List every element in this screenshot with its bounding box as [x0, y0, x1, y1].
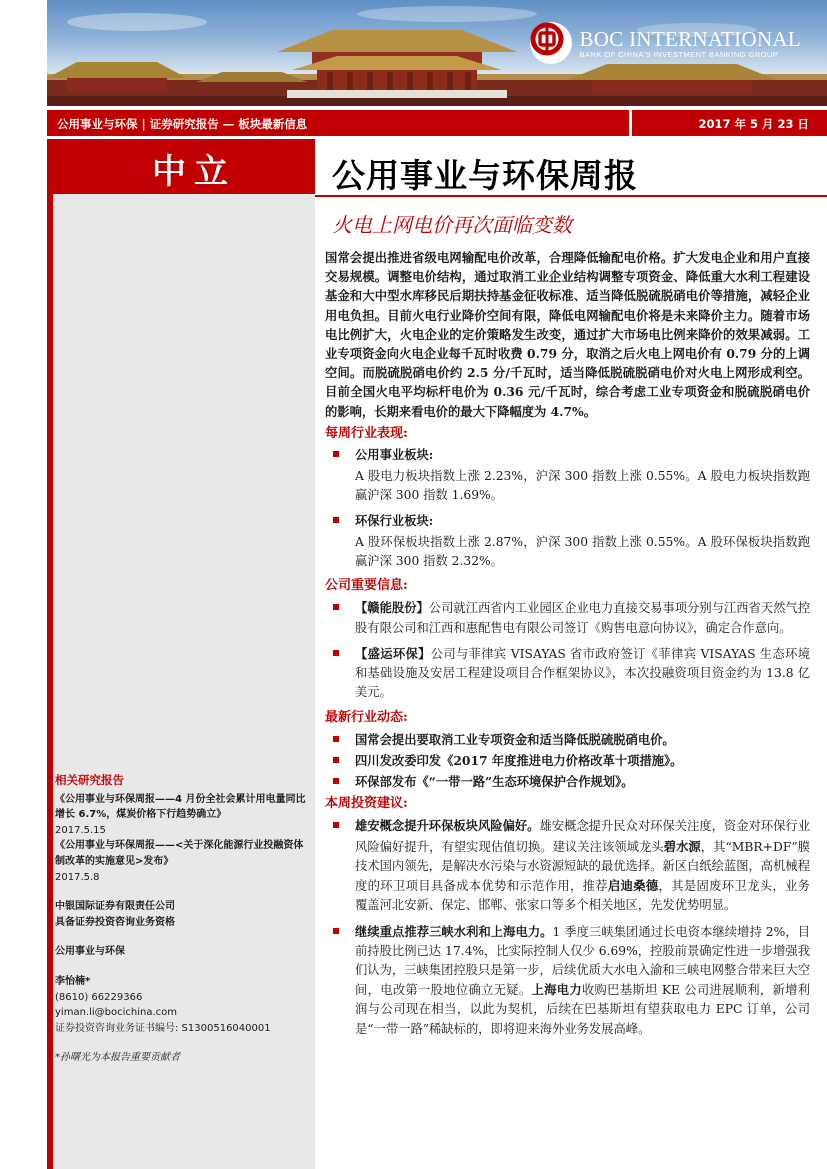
report-info-bar — [47, 110, 827, 136]
bullet-square-icon — [333, 736, 339, 742]
news-heading: 最新行业动态: — [325, 710, 408, 726]
sector-performance: A 股环保板块指数上涨 2.87%，沪深 300 指数上涨 0.55%。A 股环保板块指数跑赢沪深 300 指数 2.32%。 — [355, 534, 810, 569]
sector-label: 环保行业板块: — [355, 512, 434, 528]
bullet-square-icon — [333, 928, 339, 934]
list-item — [325, 751, 810, 770]
invest-text: 雄安概念提升民众对环保关注度，资金对环保行业风险偏好提升，有望实现估值切换。建议关注该领域龙头 — [355, 819, 811, 854]
invest-lead: 继续重点推荐三峡水利和上海电力。 — [355, 923, 553, 939]
logo-wordmark: BOC INTERNATIONAL — [579, 26, 801, 51]
news-item: 国常会提出要取消工业专项资金和适当降低脱硫脱硝电价。 — [355, 731, 675, 747]
main-content — [325, 248, 810, 1045]
list-item — [325, 922, 810, 1039]
bullet-square-icon — [333, 517, 339, 523]
related-report-date: 2017.5.15 — [55, 824, 106, 836]
related-report-link[interactable]: 《公用事业与环保周报——<关于深化能源行业投融资体制改革的实施意见>发布》 — [55, 840, 304, 867]
invest-text: 1 季度三峡集团通过长电资本继续增持 2%，目前持股比例已达 17.4%，比实际控制人仅少 6.69%，控股前景确定性进一步增强我们认为，三峡集团控股只是第一步，后续优质大水电入渝和三峡电网整合带来巨大空间，电改第一股地位确立无疑。 — [355, 924, 810, 998]
invest-text: 收购巴基斯坦 KE 公司进展顺利，新增利润与公司现在相当，以此为契机，后续在巴基斯坦有望获取电力 EPC 订单，公司是“一带一路”稀缺标的，即将迎来海外业务发展高峰。 — [355, 983, 810, 1036]
invest-text: ，其是固废环卫龙头，业务覆盖河北安新、保定、邯郸、张家口等多个相关地区，先发优势明显。 — [355, 879, 810, 913]
company-name: 【盛运环保】 — [355, 645, 431, 661]
report-date: 2017 年 5 月 23 日 — [698, 117, 809, 131]
bullet-square-icon — [333, 604, 339, 610]
analyst-email[interactable]: yiman.li@bocichina.com — [55, 1007, 177, 1019]
weekly-heading: 每周行业表现: — [325, 425, 408, 441]
boc-logo — [530, 22, 802, 64]
page-subtitle: 火电上网电价再次面临变数 — [332, 213, 572, 237]
left-red-rule — [47, 139, 53, 1169]
company-heading: 公司重要信息: — [325, 578, 408, 594]
list-item — [325, 511, 810, 530]
bar-divider — [629, 110, 632, 136]
summary-paragraph: 国常会提出推进省级电网输配电价改革，合理降低输配电价格。扩大发电企业和用户直接交易规模。调整电价结构，通过取消工业企业结构调整专项资金、降低重大水利工程建设基金和大中型水库移民后期扶持基金征收标准、适当降低脱硫脱硝电价等措施，减轻企业用电负担。目前火电行业降价空间有限，降低电网输配电价将是未来降价主力。随着市场电比例扩大，火电企业的定价策略发生改变，通过扩大市场电比例来降价的效果减弱。工业专项资金向火电企业每千瓦时收费 0.79 分，取消之后火电上网电价有 0.79 分的上调空间。而脱硫脱硝电价约 2.5 分/千瓦时，适当降低脱硫脱硝电价对火电上网形成利空。目前全国火电平均标杆电价为 0.36 元/千瓦时，综合考虑工业专项资金和脱硫脱硝电价的影响，长期来看电价的最大下降幅度为 4.7%。 — [325, 250, 810, 419]
sector-performance: A 股电力板块指数上涨 2.23%，沪深 300 指数上涨 0.55%。A 股电力板块指数跑赢沪深 300 指数 1.69%。 — [355, 469, 810, 503]
firm-name: 中银国际证券有限责任公司 — [55, 901, 175, 913]
related-report-link[interactable]: 《公用事业与环保周报——4 月份全社会累计用电量同比增长 6.7%，煤炭价格下行趋势确立》 — [55, 793, 306, 821]
logo-tagline: BANK OF CHINA'S INVESTMENT BANKING GROUP — [579, 49, 779, 59]
bullet-square-icon — [333, 757, 339, 763]
company-name: 【赣能股份】 — [355, 600, 429, 616]
invest-heading: 本周投资建议: — [325, 796, 408, 812]
invest-lead: 雄安概念提升环保板块风险偏好。 — [355, 818, 540, 834]
stock-name: 碧水源 — [663, 838, 701, 854]
rating-label: 中立 — [152, 152, 236, 192]
news-item: 环保部发布《“一带一路”生态环境保护合作规划》。 — [355, 774, 634, 790]
bullet-square-icon — [333, 451, 339, 457]
bullet-square-icon — [333, 778, 339, 784]
list-item — [325, 772, 810, 791]
list-item — [325, 730, 810, 749]
bullet-square-icon — [333, 650, 339, 656]
list-item — [325, 816, 810, 915]
sector-name: 公用事业与环保 — [55, 946, 125, 958]
stock-name: 上海电力 — [531, 982, 582, 998]
header-banner — [47, 0, 827, 106]
list-item — [325, 598, 810, 637]
news-item: 四川发改委印发《2017 年度推进电力价格改革十项措施》。 — [355, 752, 683, 768]
related-reports-heading: 相关研究报告 — [55, 773, 124, 787]
firm-qualification: 具备证券投资咨询业务资格 — [55, 916, 175, 928]
stock-name: 启迪桑德 — [607, 878, 659, 894]
boc-logo-icon — [530, 22, 572, 64]
page-title: 公用事业与环保周报 — [332, 156, 638, 195]
bullet-square-icon — [333, 822, 339, 828]
analyst-name: 李怡楠* — [55, 975, 91, 987]
sidebar — [55, 773, 311, 1066]
list-item — [325, 644, 810, 703]
report-category: 公用事业与环保 | 证券研究报告 — 板块最新信息 — [57, 117, 308, 131]
contributor-note: *孙曙光为本报告重要贡献者 — [55, 1052, 180, 1064]
list-item — [325, 445, 810, 464]
company-news: 公司就江西省内工业园区企业电力直接交易事项分别与江西省天然气控股有限公司和江西和惠配售电有限公司签订《购售电意向协议》，确定合作意向。 — [355, 601, 811, 635]
license-number: 证券投资咨询业务证书编号: S1300516040001 — [55, 1022, 271, 1034]
invest-text: ，其“MBR+DF”膜技术国内领先，是解决水污染与水资源短缺的最优选择。新区白纸绘蓝图，高机械程度的环卫项目具备成本优势和示范作用，推荐 — [355, 839, 810, 894]
related-report-date: 2017.5.8 — [55, 871, 100, 883]
analyst-phone: (8610) 66229366 — [55, 991, 143, 1003]
company-news: 公司与菲律宾 VISAYAS 省市政府签订《菲律宾 VISAYAS 生态环境和基础设施及安居工程建设项目合作框架协议》，本次投融资项目资金约为 13.8 亿美元。 — [355, 646, 810, 700]
sector-label: 公用事业板块: — [355, 447, 434, 463]
title-divider — [315, 195, 827, 197]
